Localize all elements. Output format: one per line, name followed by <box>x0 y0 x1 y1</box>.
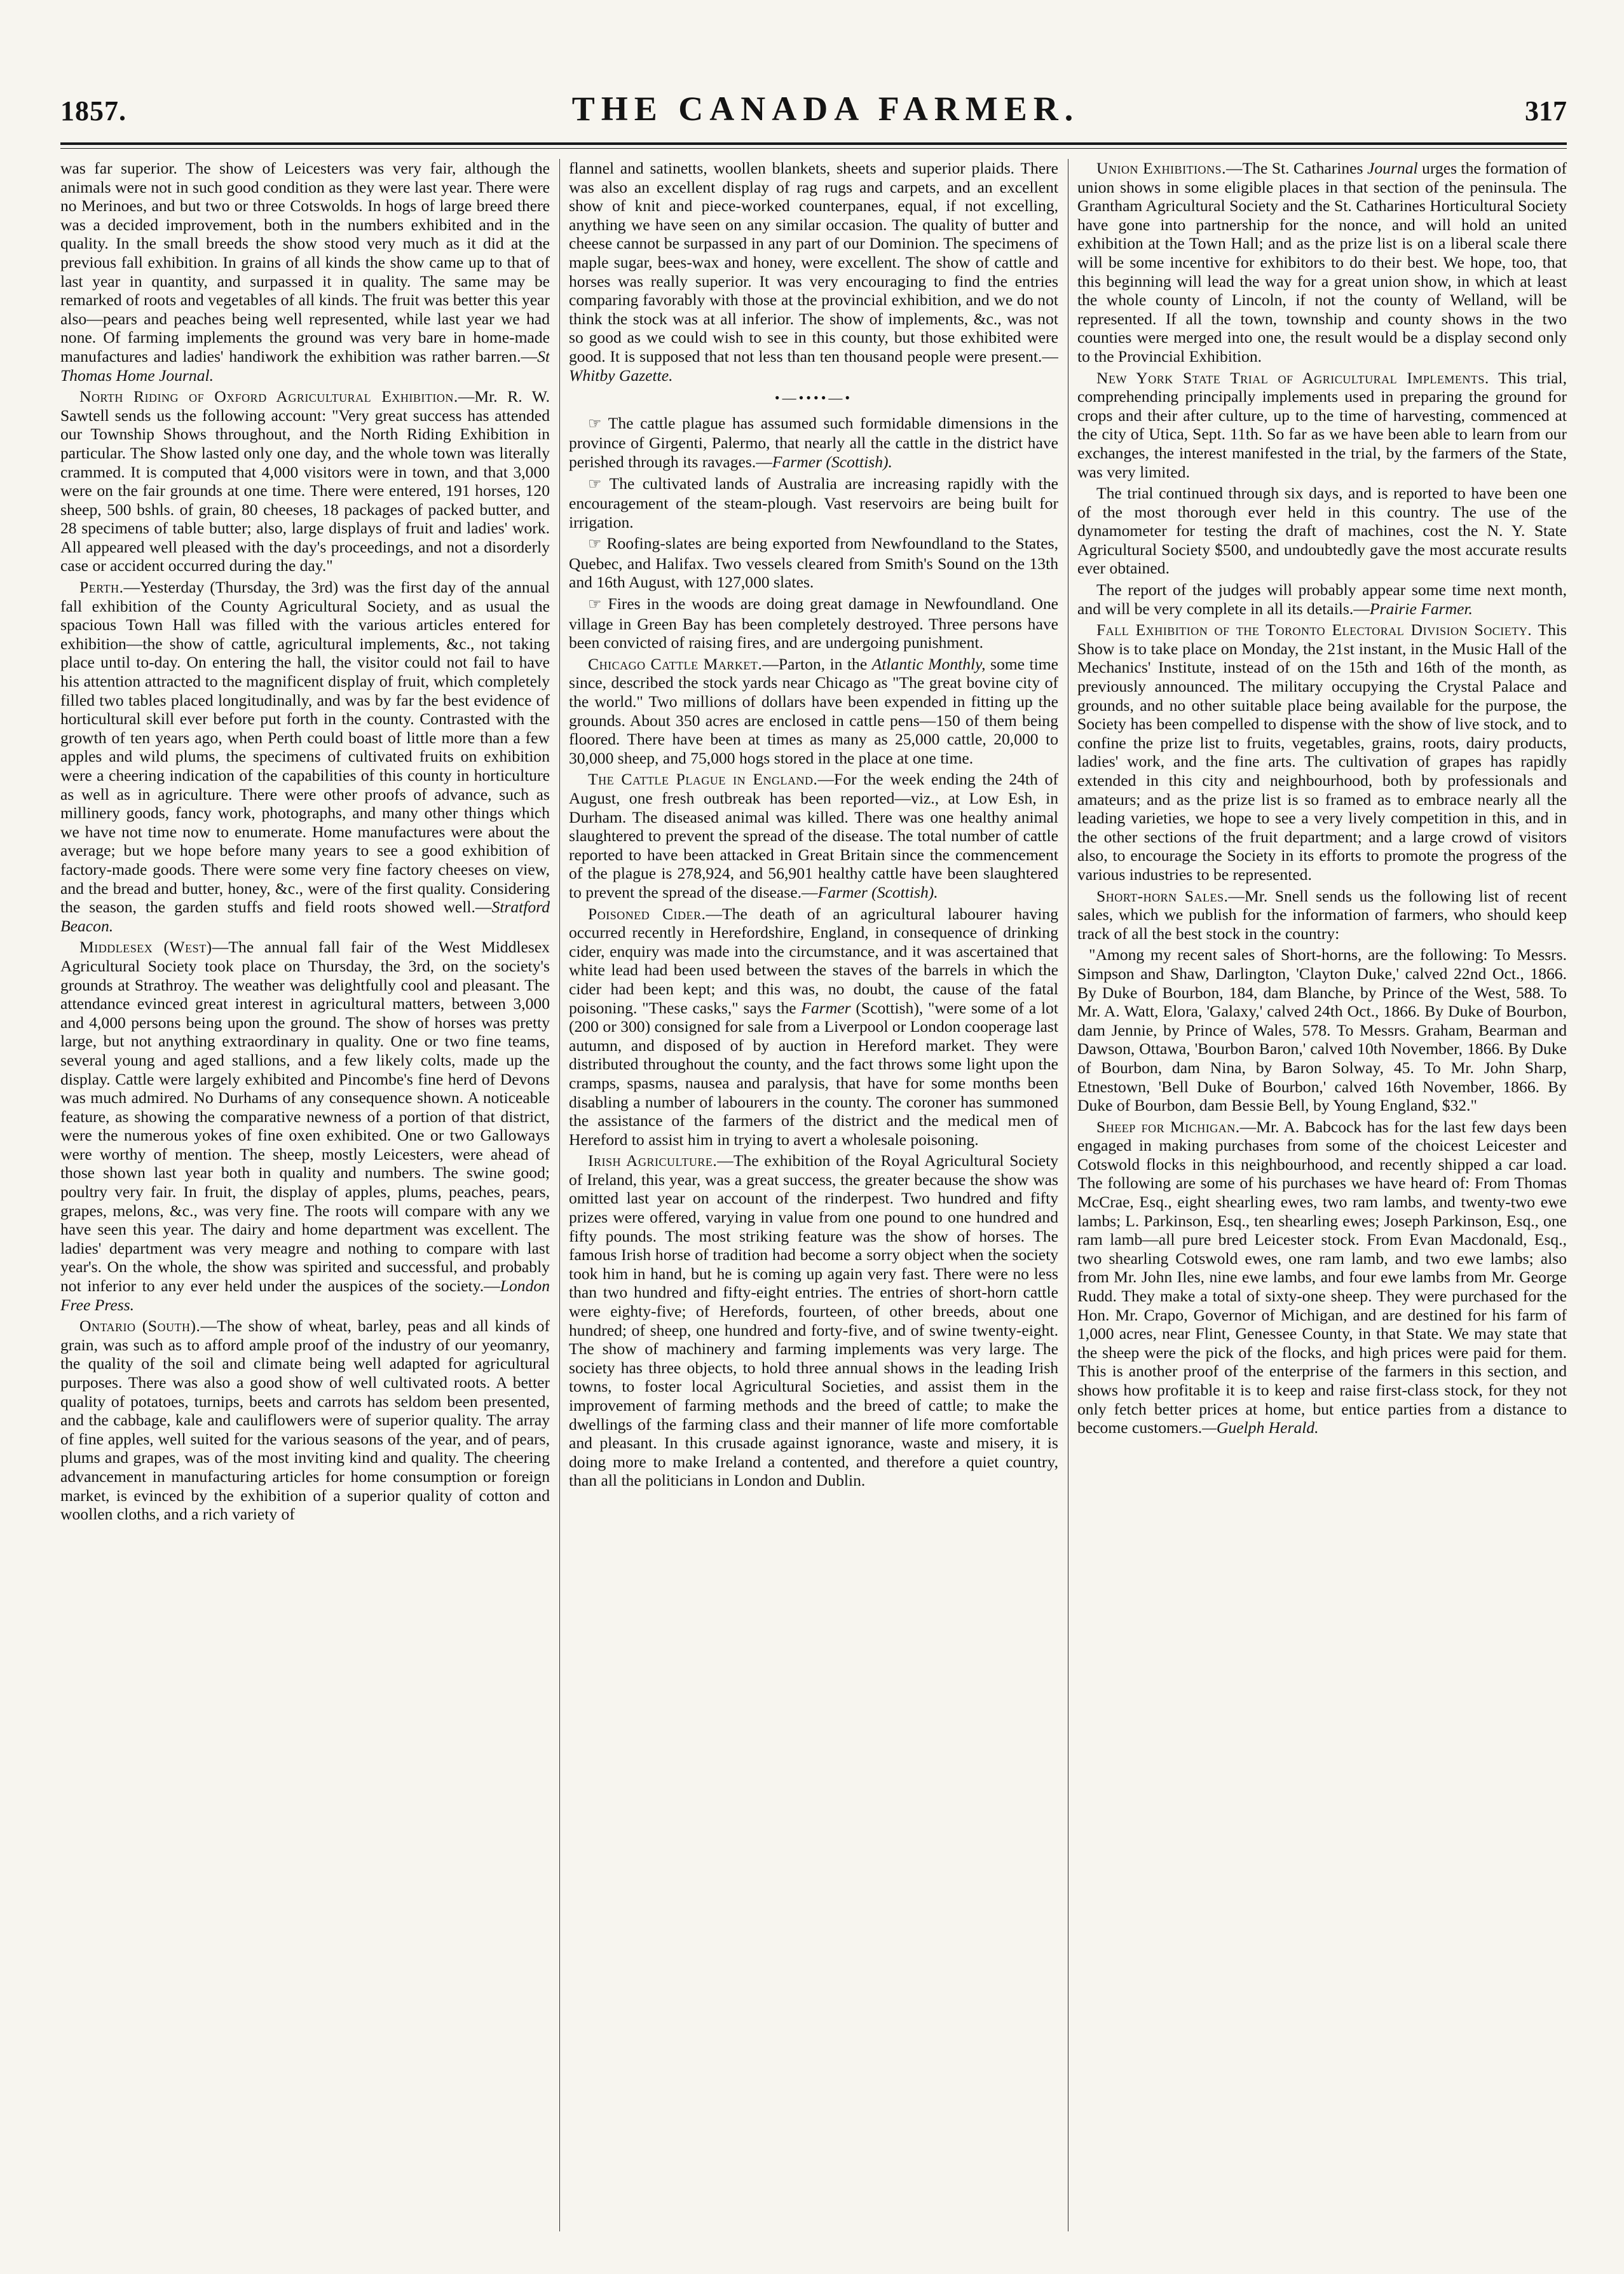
article-new-york-trial: New York State Trial of Agricultural Implements. This trial, comprehending principally implements used in preparing the ground for crops and their after culture, up to the time of harvesting, commenced at the city of Utica, Sept. 11th. So far as we have been able to learn from our exchanges, the interest manifested in the trial, by the farmers of the State, was very limited. <box>1077 368 1567 481</box>
column-1 <box>60 159 550 2231</box>
page-number: 317 <box>1525 95 1567 127</box>
source-credit: Stratford Beacon. <box>60 898 550 935</box>
column-divider <box>559 159 560 2231</box>
article-new-york-trial-report: The report of the judges will probably appear some time next month, and will be very complete in all its details.—Prairie Farmer. <box>1077 580 1567 618</box>
article-heading: Middlesex (West) <box>79 938 212 957</box>
article-chicago-cattle-market: Chicago Cattle Market.—Parton, in the Atlantic Monthly, some time since, described the stock yards near Chicago as "The great bovine city of the world." Two millions of dollars have been expended in fitting up the grounds. About 350 acres are enclosed in cattle pens—150 of them being floored. There have been at times as many as 25,000 cattle, 20,000 to 30,000 sheep, and 75,000 hogs stored in the place at one time. <box>569 654 1058 767</box>
article-leicesters: was far superior. The show of Leicesters was very fair, although the animals were not in such good condition as they were last year. There were no Merinoes, and but two or three Cotswolds. In hogs of large breed there was a decided improvement, both in the numbers exhibited and in the quality. In the small breeds the show stood very much as it did at the previous fall exhibition. In grains of all kinds the show came up to that of last year in quantity, and surpassed it in quality. The same may be remarked of roots and vegetables of all kinds. The fruit was better this year also—pears and peaches being well represented, while last year we had none. Of farming implements the ground was very bare in home-made manufactures and ladies' handiwork the exhibition was rather barren.—St Thomas Home Journal. <box>60 159 550 385</box>
article-heading: North Riding of Oxford Agricultural Exhibition. <box>79 387 458 406</box>
pointing-hand-icon: ☞ <box>588 596 602 613</box>
source-credit: —Guelph Herald. <box>1202 1418 1319 1437</box>
masthead-title: THE CANADA FARMER. <box>571 90 1080 128</box>
article-heading: Irish Agriculture. <box>588 1151 718 1170</box>
article-north-riding: North Riding of Oxford Agricultural Exhibition.—Mr. R. W. Sawtell sends us the following account: "Very great success has attended our Township Shows throughout, and the North Riding Exhibition in particular. The Show lasted only one day, and the whole town was literally crammed. It is computed that 4,000 visitors were in town, and that 3,000 were on the fair grounds at one time. There were entered, 191 horses, 120 sheep, 500 bshls. of grain, 80 cheeses, 18 packages of packed butter, and 28 specimens of table butter; also, large displays of fruit and ladies' work. All appeared well pleased with the day's proceedings, and not a disorderly case or accident occurred during the day." <box>60 387 550 575</box>
note-cattle-plague-palermo: ☞ The cattle plague has assumed such formidable dimensions in the province of Girgenti, Palermo, that nearly all the cattle in the district have perished through its ravages.—Farmer (Scottish). <box>569 413 1058 471</box>
article-heading: Perth. <box>79 578 124 597</box>
article-perth: Perth.—Yesterday (Thursday, the 3rd) was the first day of the annual fall exhibition of the County Agricultural Society, and as usual the spacious Town Hall was filled with the various articles entered for exhibition—the show of cattle, agricultural implements, &c., not taking place until to-day. On entering the hall, the visitor could not fail to have his attention attracted to the magnificent display of fruit, which completely filled two tables placed longitudinally, and was by far the best evidence of horticultural skill ever before put forth in the county. Contrasted with the growth of ten years ago, when Perth could boast of little more than a few apples and wild plums, the specimens of cultivated fruits on exhibition were a cheering indication of the capabilities of this county in horticulture as well as in agriculture. There were other proofs of advance, such as millinery goods, fancy work, photographs, and many other things which we have not time now to enumerate. Home manufactures were about the average; but we hope before many years to see a good exhibition of factory-made goods. There were some very fine factory cheeses on view, and the bread and butter, honey, &c., were of the first quality. Considering the season, the garden stuffs and field roots showed well.—Stratford Beacon. <box>60 578 550 935</box>
source-credit: Prairie Farmer. <box>1369 599 1473 618</box>
article-heading: Chicago Cattle Market. <box>588 654 763 673</box>
header-rule-thin <box>60 148 1567 149</box>
article-poisoned-cider: Poisoned Cider.—The death of an agricultural labourer having occurred recently in Herefordshire, England, in consequence of drinking cider, enquiry was made into the circumstance, and it was ascertained that white lead had been used between the staves of the barrels in which the cider had been kept; and this was, no doubt, the cause of the fatal poisoning. "These casks," says the Farmer (Scottish), "were some of a lot (200 or 300) consigned for sale from a Liverpool or London cooperage last autumn, and disposed of by auction in Hereford market. They were distributed throughout the county, and the fact throws some light upon the cramps, spasms, nausea and paralysis, that have for some months been disabling a number of labourers in the county. The coroner has summoned the assistance of the farmers of the district and the medical men of Hereford to assist him in trying to avert a wholesale poisoning. <box>569 904 1058 1149</box>
article-heading: Fall Exhibition of the Toronto Electoral Division Society. <box>1096 620 1532 640</box>
article-toronto-exhibition: Fall Exhibition of the Toronto Electoral Division Society. This Show is to take place on Monday, the 21st instant, in the Music Hall of the Mechanics' Institute, instead of on the 15th and 16th of the month, as previously announced. The military occupying the Crystal Palace and grounds, and no other suitable place being available for the purpose, the Society has been compelled to dispense with the show of live stock, and to confine the prize list to fruits, vegetables, grains, roots, dairy products, ladies' work, and the fine arts. The cultivation of grapes has rapidly extended in this city and neighbourhood, both by professionals and amateurs; and as the prize list is so framed as to embrace nearly all the leading varieties, we hope to see a very lively competition in this, and in the other sections of the fruit department; and a large crowd of visitors also, to encourage the Society in its efforts to promote the progress of the various industries to be represented. <box>1077 620 1567 884</box>
article-sheep-for-michigan: Sheep for Michigan.—Mr. A. Babcock has for the last few days been engaged in making purchases from some of the choicest Leicester and Cotswold flocks in this neighbourhood, and recently shipped a car load. The following are some of his purchases we have heard of: From Thomas McCrae, Esq., eight shearling ewes, two ram lambs, and twenty-two ewe lambs; L. Parkinson, Esq., ten shearling ewes; Joseph Parkinson, Esq., one ram lamb—all pure bred Leicester stock. From Evan Macdonald, Esq., two shearling Cotswold ewes, one ram lamb, and two ewe lambs; also from Mr. John Iles, nine ewe lambs, and four ewe lambs from Mr. George Rudd. They make a total of sixty-one sheep. They were purchased for the Hon. Mr. Crapo, Governor of Michigan, and are destined for his farm of 1,000 acres, near Flint, Genessee County, in that State. We may state that the sheep were the pick of the flocks, and high prices were paid for them. This is another proof of the enterprise of the farmers in this section, and shows how profitable it is to keep and raise first-class stock, for they not only fetch better prices at home, but entice parties from a distance to become customers.—Guelph Herald. <box>1077 1117 1567 1437</box>
pointing-hand-icon: ☞ <box>588 476 602 493</box>
columns <box>60 159 1567 2231</box>
source-credit: Farmer (Scottish). <box>772 452 892 471</box>
article-ontario-continued: flannel and satinetts, woollen blankets, sheets and superior plaids. There was also an excellent display of rag rugs and carpets, and an excellent show of knit and piece-worked counterpanes, equal, if not excelling, anything we have seen on any similar occasion. The quality of butter and cheese cannot be surpassed in any part of our Dominion. The specimens of maple sugar, bees-wax and honey, were excellent. The show of cattle and horses was really superior. It was very encouraging to find the entries comparing favorably with those at the provincial exhibition, and we do not think the stock was at all inferior. The show of implements, &c., was not so good as we could wish to see in this county, but those exhibited were good. It is supposed that not less than ten thousand people were present.—Whitby Gazette. <box>569 159 1058 385</box>
article-new-york-trial-cont: The trial continued through six days, and is reported to have been one of the most thorough ever held in this country. The use of the dynamometer for testing the draft of machines, cost the N. Y. State Agricultural Society $500, and undoubtedly gave the most accurate results ever obtained. <box>1077 484 1567 578</box>
article-heading: Poisoned Cider. <box>588 904 706 923</box>
article-ontario-south: Ontario (South).—The show of wheat, barley, peas and all kinds of grain, was such as to afford ample proof of the industry of our yeomanry, the quality of the soil and climate being well adapted for agricultural purposes. There was also a good show of well cultivated roots. A better quality of potatoes, turnips, beets and carrots has seldom been presented, and the cabbage, kale and cauliflowers were of superior quality. The array of fine apples, well suited for the various seasons of the year, and of pears, plums and grapes, was of the most inviting kind and quality. The cheering advancement in manufacturing articles for home consumption or foreign market, is evinced by the exhibition of a superior quality of cotton and woollen cloths, and a rich variety of <box>60 1317 550 1524</box>
header-rule <box>60 142 1567 145</box>
article-short-horn-sales: Short-horn Sales.—Mr. Snell sends us the following list of recent sales, which we publish for the information of farmers, who should keep track of all the best stock in the country: <box>1077 886 1567 943</box>
source-credit: London Free Press. <box>60 1277 550 1314</box>
source-credit: Whitby Gazette. <box>569 366 673 385</box>
pointing-hand-icon: ☞ <box>588 415 602 432</box>
note-newfoundland-fires: ☞ Fires in the woods are doing great damage in Newfoundland. One village in Green Bay has been completely destroyed. Three persons have been convicted of raising fires, and are undergoing punishment. <box>569 594 1058 652</box>
article-heading: Short-horn Sales. <box>1096 886 1229 905</box>
source-credit: Farmer (Scottish). <box>817 882 938 901</box>
column-2 <box>569 159 1058 2231</box>
article-union-exhibitions: Union Exhibitions.—The St. Catharines Journal urges the formation of union shows in some eligible places in that section of the peninsula. The Grantham Agricultural Society and the St. Catharines Horticultural Society have gone into partnership for the nonce, and will hold an united exhibition at the Town Hall; and as the prize list is on a liberal scale there will be some incentive for exhibitors to do their best. We hope, too, that this beginning will lead the way for a great union show, in which at least the whole county of Lincoln, if not the county of Welland, will be represented. If all the town, township and county shows in the two counties were merged into one, the result would be a display second only to the Provincial Exhibition. <box>1077 159 1567 366</box>
article-cattle-plague-england: The Cattle Plague in England.—For the week ending the 24th of August, one fresh outbreak has been reported—viz., at Low Esh, in Durham. The diseased animal was killed. There was one healthy animal slaughtered to prevent the spread of the disease. The total number of cattle reported to have been attacked in Great Britain since the commencement of the plague is 278,924, and 56,901 healthy cattle have been slaughtered to prevent the spread of the disease.—Farmer (Scottish). <box>569 770 1058 901</box>
pointing-hand-icon: ☞ <box>588 536 602 553</box>
article-irish-agriculture: Irish Agriculture.—The exhibition of the Royal Agricultural Society of Ireland, this year, was a great success, the greater because the show was omitted last year on account of the rinderpest. Two hundred and fifty prizes were offered, varying in value from one pound to one hundred and fifty pounds. The most striking feature was the show of horses. The famous Irish horse of tradition had become a sorry object when the society took him in hand, but he is coming up again very fast. There were no less than two hundred and fifty-eight entries. The entries of short-horn cattle were eighty-five; of Herefords, fourteen, of other breeds, about one hundred; of sheep, one hundred and forty-five, and of swine twenty-eight. The show of machinery and farming implements was very large. The society has three objects, to hold three annual shows in the leading Irish towns, to foster local Agricultural Societies, and assist them in the improvement of farming methods and the breed of cattle; to make the dwellings of the farming class and their manner of life more comfortable and pleasant. In this crusade against ignorance, waste and misery, it is doing more to make Ireland a contented, and therefore a quiet country, than all the politicians in London and Dublin. <box>569 1151 1058 1490</box>
article-heading: Union Exhibitions. <box>1096 159 1226 177</box>
page-header <box>60 89 1567 134</box>
article-heading: Sheep for Michigan. <box>1096 1117 1240 1136</box>
newspaper-page <box>60 89 1567 2238</box>
note-roofing-slates: ☞ Roofing-slates are being exported from Newfoundland to the States, Quebec, and Halifax. Two vessels cleared from Smith's Sound on the 13th and 16th August, with 127,000 slates. <box>569 534 1058 592</box>
article-heading: Ontario (South). <box>79 1317 201 1336</box>
note-australia: ☞ The cultivated lands of Australia are increasing rapidly with the encouragement of the steam-plough. Vast reservoirs are being built for irrigation. <box>569 474 1058 531</box>
header-year: 1857. <box>60 95 126 127</box>
short-horn-sales-quote: "Among my recent sales of Short-horns, are the following: To Messrs. Simpson and Shaw, Darlington, 'Clayton Duke,' calved 22nd Oct., 1866. By Duke of Bourbon, 184, dam Blanche, by Prince of the West, 588. To Mr. A. Watt, Elora, 'Galaxy,' calved 24th Oct., 1866. By Duke of Bourbon, dam Jennie, by Prince of Wales, 578. To Messrs. Graham, Bearman and Dawson, Ottawa, 'Bourbon Baron,' calved 10th November, 1866. By Duke of Bourbon, dam Nina, by Baron Solway, 45. To Mr. John Sharp, Etnestown, 'Bell Duke of Bourbon,' calved 16th November, 1866. By Duke of Bourbon, dam Bessie Bell, by Young England, $32." <box>1077 945 1567 1115</box>
article-heading: The Cattle Plague in England. <box>588 770 818 789</box>
source-credit: St Thomas Home Journal. <box>60 346 550 385</box>
ornamental-divider: •—••••—• <box>774 390 853 406</box>
column-3 <box>1077 159 1567 2231</box>
article-middlesex: Middlesex (West)—The annual fall fair of the West Middlesex Agricultural Society took place on Thursday, the 3rd, on the society's grounds at Strathroy. The weather was delightfully cool and pleasant. The attendance evinced great interest in agricultural matters, between 3,000 and 4,000 persons being upon the ground. The show of horses was pretty large, but not anything extraordinary in quality. One or two fine teams, several young and aged stallions, and a few likely colts, made up the display. Cattle were largely exhibited and Pincombe's fine herd of Devons was much admired. No Durhams of any consequence shown. A noticeable feature, as showing the comparative newness of a portion of that district, were the numerous yokes of fine oxen exhibited. One or two Galloways were worthy of mention. The sheep, mostly Leicesters, were ahead of those shown last year both in quality and numbers. The swine good; poultry very fair. In fruit, the display of apples, plums, peaches, pears, grapes, melons, &c., was very fine. The roots will compare with any we have seen this year. The dairy and home department was excellent. The ladies' department was very meagre and nothing to compare with last year's. On the whole, the show was spirited and successful, and probably not inferior to any ever held under the auspices of the society.—London Free Press. <box>60 938 550 1314</box>
article-heading: New York State Trial of Agricultural Implements. <box>1096 368 1489 387</box>
